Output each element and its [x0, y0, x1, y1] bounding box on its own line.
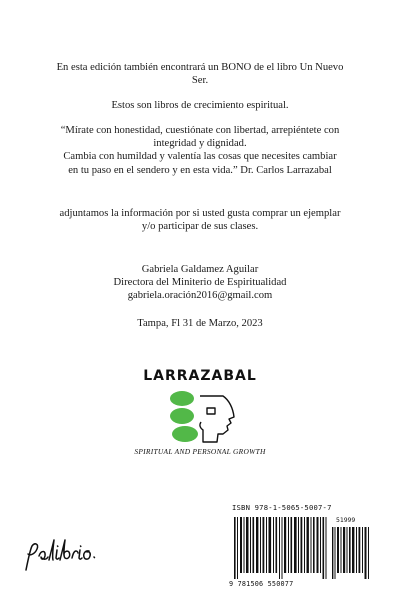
signer-email: gabriela.oración2016@gmail.com — [127, 290, 273, 302]
info-paragraph: adjuntamos la información por si usted gusta comprar un ejemplar y/o participar de sus clases. — [59, 208, 341, 233]
logo-circle-bottom — [172, 426, 198, 442]
isbn-text: ISBN 978-1-5065-5007-7 — [232, 503, 332, 512]
quote-line: Cambia con humildad y valentía las cosas que necesites cambiar — [63, 151, 337, 163]
growth-paragraph: Estos son libros de crecimiento espiritual. — [111, 100, 289, 111]
barcode-number: 9 781506 550077 — [229, 580, 294, 588]
quote-line: integridad y dignidad. — [153, 138, 247, 150]
signer-name: Gabriela Galdamez Aguilar — [141, 264, 259, 275]
quote-line: en tu paso en el sendero y en esta vida.” Dr. Carlos Larrazabal — [68, 164, 332, 176]
bonus-paragraph: En esta edición también encontrará un BONO de el libro Un Nuevo Ser. — [56, 62, 344, 87]
logo-tagline: SPIRITUAL AND PERSONAL GROWTH — [134, 447, 266, 456]
logo-circle-middle — [170, 408, 194, 424]
logo-title: LARRAZABAL — [143, 368, 257, 384]
quote-line: “Mírate con honestidad, cuestiónate con libertad, arrepiéntete con — [60, 125, 340, 136]
publisher-name: palibrio. — [22, 536, 26, 537]
logo-circle-top — [170, 391, 194, 406]
signer-title: Directora del Miniterio de Espiritualidad — [113, 277, 287, 289]
quote-block — [56, 124, 344, 177]
price-code: 51999 — [336, 516, 356, 524]
larrazabal-logo-icon — [163, 390, 239, 446]
head-profile-outline — [200, 396, 234, 442]
signature-block — [56, 263, 344, 303]
place-date: Tampa, Fl 31 de Marzo, 2023 — [137, 318, 263, 329]
palibrio-logo-icon — [22, 536, 118, 574]
